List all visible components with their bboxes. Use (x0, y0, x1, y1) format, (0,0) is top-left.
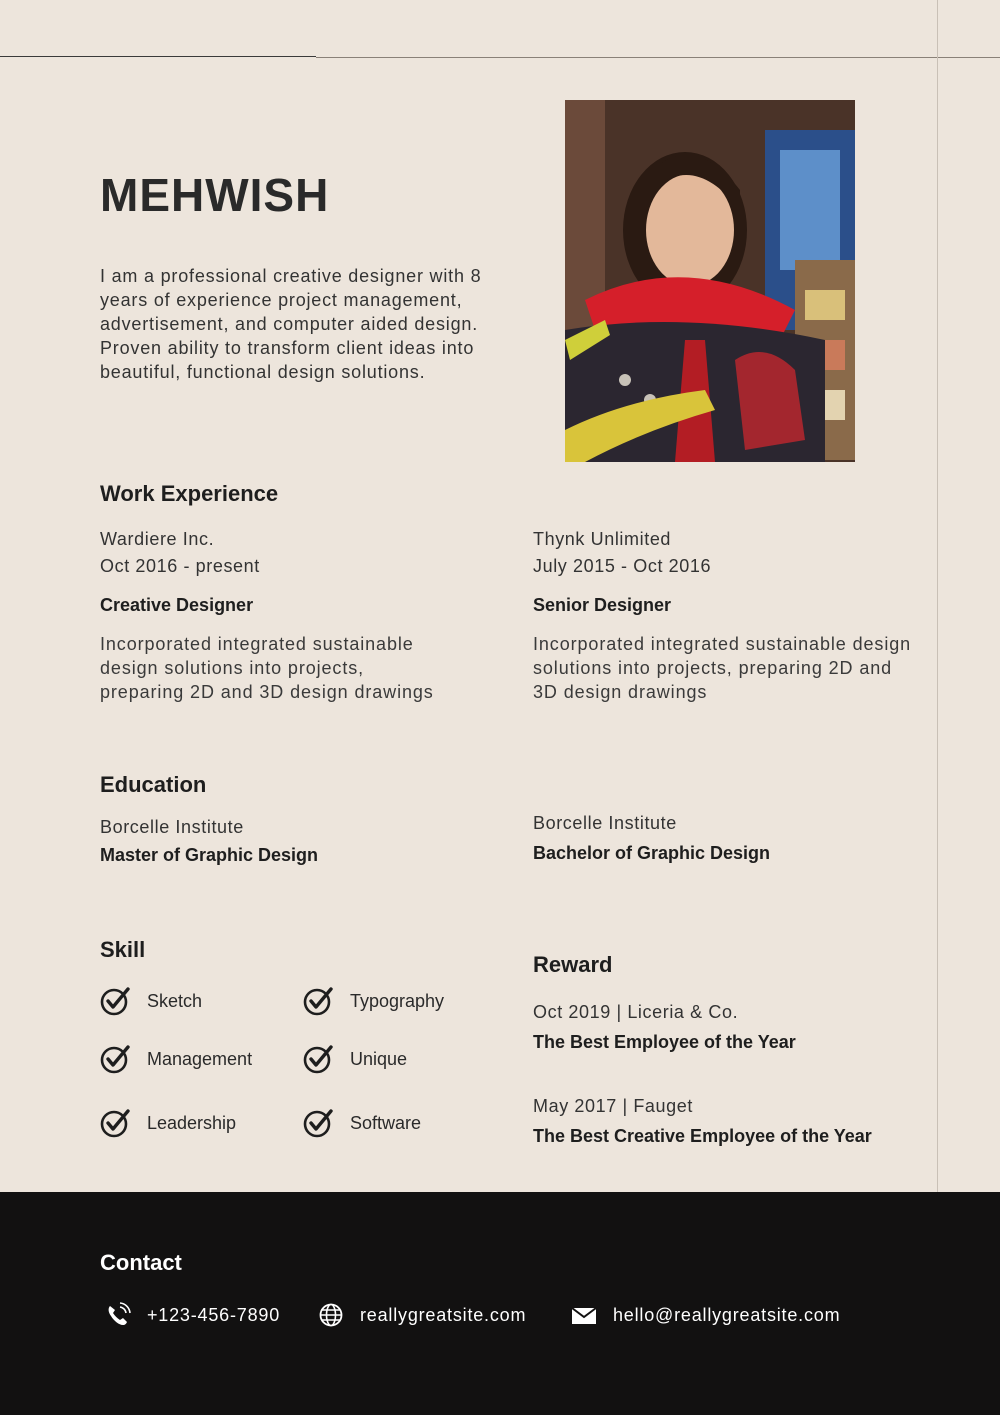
job-company: Wardiere Inc. (100, 529, 215, 549)
job-role: Creative Designer (100, 595, 254, 615)
check-circle-icon (99, 1043, 131, 1075)
check-circle-icon (302, 1107, 334, 1139)
reward-name: The Best Employee of the Year (533, 1032, 796, 1052)
profile-summary: I am a professional creative designer with 8 years of experience project management, advertisement, and computer aided design. Proven ability to transform client ideas into beautiful, functional design solutions. (100, 266, 482, 382)
contact-title: Contact (100, 1250, 182, 1275)
check-circle-icon (99, 1107, 131, 1139)
skill-item (302, 985, 444, 1017)
reward-meta: May 2017 | Fauget (533, 1096, 693, 1116)
contact-website[interactable] (318, 1302, 526, 1328)
check-circle-icon (99, 985, 131, 1017)
website-url: reallygreatsite.com (360, 1304, 527, 1325)
phone-number: +123-456-7890 (147, 1304, 281, 1325)
top-divider-left (0, 56, 316, 57)
job-company: Thynk Unlimited (533, 529, 672, 549)
skill-title: Skill (100, 937, 146, 962)
phone-icon (105, 1302, 131, 1328)
contact-email[interactable] (571, 1302, 840, 1328)
check-circle-icon (302, 1043, 334, 1075)
reward-meta: Oct 2019 | Liceria & Co. (533, 1002, 739, 1022)
email-address: hello@reallygreatsite.com (613, 1304, 841, 1325)
skill-label: Leadership (147, 1112, 237, 1133)
education-degree: Master of Graphic Design (100, 845, 319, 865)
contact-phone[interactable] (105, 1302, 280, 1328)
right-vertical-divider (937, 0, 938, 1192)
job-period: July 2015 - Oct 2016 (533, 556, 712, 576)
reward-name: The Best Creative Employee of the Year (533, 1126, 872, 1146)
skill-label: Typography (350, 990, 445, 1011)
check-circle-icon (302, 985, 334, 1017)
skill-item (99, 985, 202, 1017)
skill-label: Unique (350, 1048, 408, 1069)
profile-photo (565, 100, 855, 462)
skill-item (99, 1107, 236, 1139)
skill-item (302, 1043, 407, 1075)
skill-label: Sketch (147, 990, 203, 1011)
job-role: Senior Designer (533, 595, 672, 615)
job-description: Incorporated integrated sustainable design solutions into projects, preparing 2D and 3D design drawings (100, 634, 434, 702)
skill-label: Software (350, 1112, 422, 1133)
job-description: Incorporated integrated sustainable design solutions into projects, preparing 2D and 3D design drawings (533, 634, 912, 702)
envelope-icon (571, 1302, 597, 1328)
skill-item (302, 1107, 421, 1139)
globe-icon (318, 1302, 344, 1328)
reward-title: Reward (533, 952, 613, 977)
education-title: Education (100, 772, 207, 797)
education-institute: Borcelle Institute (533, 813, 677, 833)
skill-item (99, 1043, 252, 1075)
skill-label: Management (147, 1048, 253, 1069)
candidate-name: MEHWISH (100, 169, 330, 221)
job-period: Oct 2016 - present (100, 556, 260, 576)
top-divider-right (316, 57, 1000, 58)
education-degree: Bachelor of Graphic Design (533, 843, 771, 863)
work-experience-title: Work Experience (100, 481, 279, 506)
education-institute: Borcelle Institute (100, 817, 244, 837)
